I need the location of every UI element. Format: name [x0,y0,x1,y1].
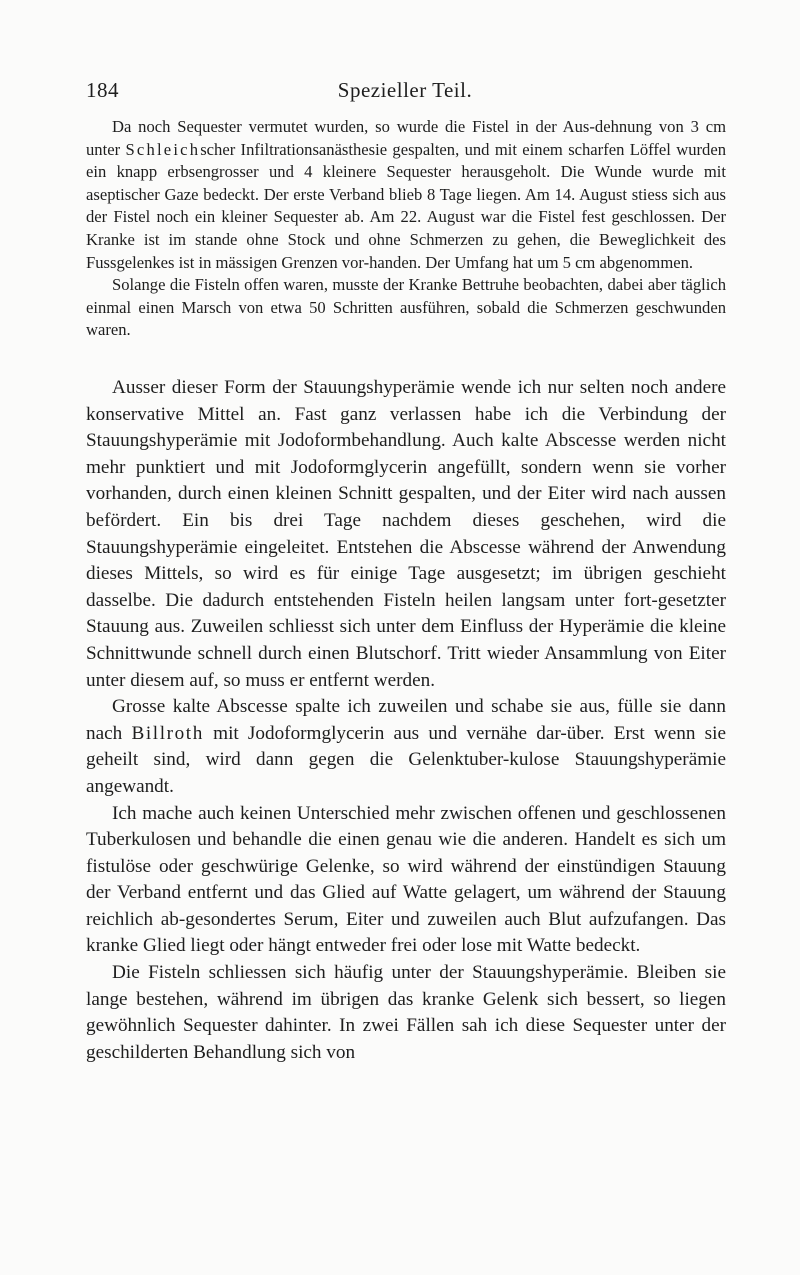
running-title: Spezieller Teil. [337,78,473,102]
small-print-case-report [86,116,726,342]
body-paragraph-4: Die Fisteln schliessen sich häufig unter der Stauungshyperämie. Bleiben sie lange bestehen, während im übrigen das kranke Gelenk sich bessert, so liegen gewöhnlich Sequester dahinter. In zwei Fällen sah ich diese Sequester unter der geschilderten Behandlung sich von [86,962,726,1063]
body-paragraph-2: Grosse kalte Abscesse spalte ich zuweilen und schabe sie aus, fülle sie dann nach Billroth mit Jodoformglycerin aus und vernähe dar-über. Erst wenn sie geheilt sind, wird dann gegen die Gelenktuber-kulose Stauungshyperämie angewandt. [86,696,726,797]
page-header [86,78,724,104]
small-paragraph-1: Da noch Sequester vermutet wurden, so wurde die Fistel in der Aus-dehnung von 3 cm unter Schleichscher Infiltrationsanästhesie gespalten, und mit einem scharfen Löffel wurden ein knapp erbsengrosser und 4 kleinere Sequester herausgeholt. Die Wunde wurde mit aseptischer Gaze bedeckt. Der erste Verband blieb 8 Tage liegen. Am 14. August stiess sich aus der Fistel noch ein kleiner Sequester ab. Am 22. August war die Fistel fest geschlossen. Der Kranke ist im stande ohne Stock und ohne Schmerzen zu gehen, die Beweglichkeit des Fussgelenkes ist in mässigen Grenzen vor-handen. Der Umfang hat um 5 cm abgenommen. [86,117,727,272]
author-name-schleich: Schleich [125,139,201,159]
page-number: 184 [86,78,119,102]
author-name-billroth: Billroth [131,722,204,744]
small-paragraph-2: Solange die Fisteln offen waren, musste der Kranke Bettruhe beobachten, dabei aber täglich einmal einen Marsch von etwa 50 Schritten ausführen, sobald die Schmerzen geschwunden waren. [86,275,726,340]
body-paragraph-3: Ich mache auch keinen Unterschied mehr zwischen offenen und geschlossenen Tuberkulosen und behandle die einen genau wie die anderen. Handelt es sich um fistulöse oder geschwürige Gelenke, so wird während der einstündigen Stauung der Verband entfernt und das Glied auf Watte gelagert, um während der Stauung reichlich ab-gesondertes Serum, Eiter und zuweilen auch Blut aufzufangen. Das kranke Glied liegt oder hängt entweder frei oder lose mit Watte bedeckt. [86,802,726,957]
main-text [86,375,726,1066]
body-paragraph-1: Ausser dieser Form der Stauungshyperämie wende ich nur selten noch andere konservative Mittel an. Fast ganz verlassen habe ich die Verbindung der Stauungshyperämie mit Jodoformbehandlung. Auch kalte Abscesse werden nicht mehr punktiert und mit Jodoformglycerin angefüllt, sondern wenn sie vorher vorhanden, durch einen kleinen Schnitt gespalten, und der Eiter wird nach aussen befördert. Ein bis drei Tage nachdem dieses geschehen, wird die Stauungshyperämie eingeleitet. Entstehen die Abscesse während der Anwendung dieses Mittels, so wird es für einige Tage ausgesetzt; im übrigen geschieht dasselbe. Die dadurch entstehenden Fisteln heilen langsam unter fort-gesetzter Stauung aus. Zuweilen schliesst sich unter dem Einfluss der Hyperämie die kleine Schnittwunde schnell durch einen Blutschorf. Tritt wieder Ansammlung von Eiter unter diesem auf, so muss er entfernt werden. [86,377,726,691]
